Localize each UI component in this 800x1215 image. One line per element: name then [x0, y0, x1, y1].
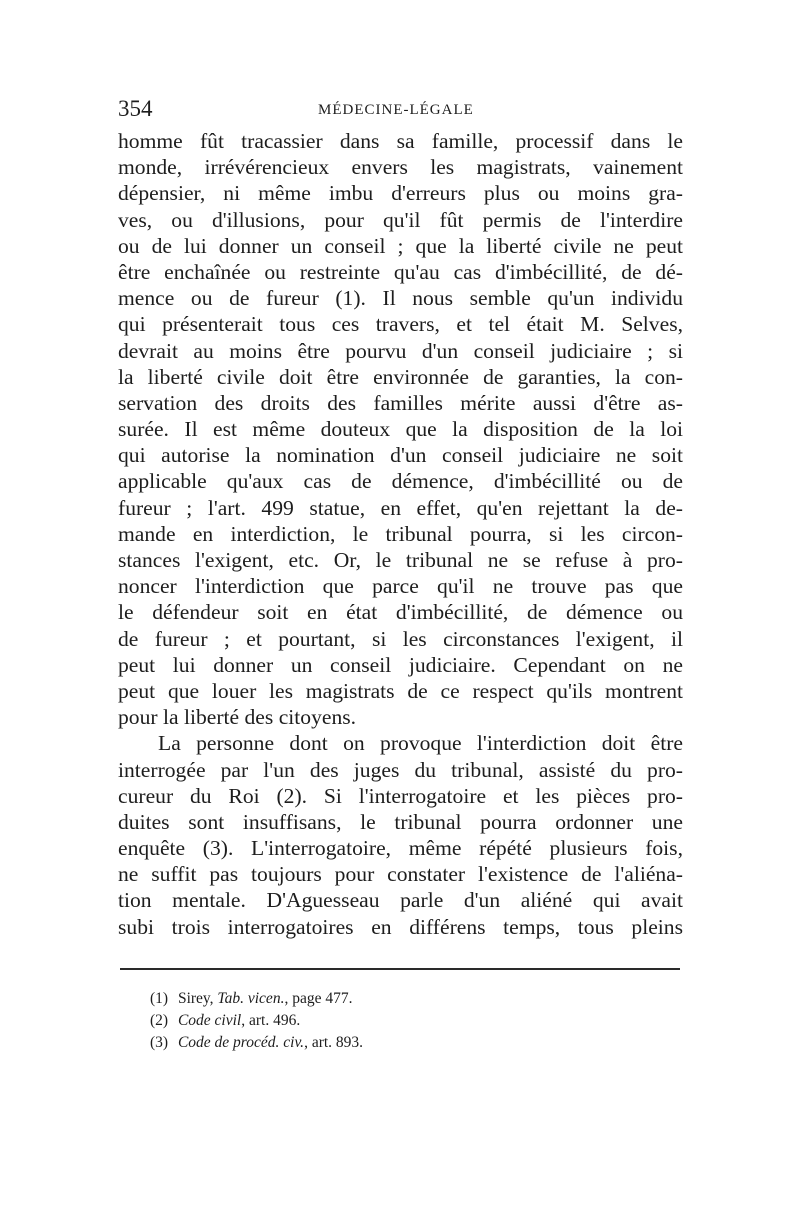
text-line: devrait au moins être pourvu d'un conseil judiciaire ; si	[118, 338, 683, 363]
text-line: subi trois interrogatoires en différens temps, tous pleins	[118, 914, 683, 939]
text-line: fureur ; l'art. 499 statue, en effet, qu'en rejettant la de-	[118, 495, 683, 520]
text-line: monde, irrévérencieux envers les magistrats, vainement	[118, 155, 683, 180]
footnote-work: Code de procéd. civ.	[177, 1034, 305, 1051]
text-line: mande en interdiction, le tribunal pourra, si les circon-	[118, 521, 683, 546]
text-line: dépensier, ni même imbu d'erreurs plus ou moins gra-	[118, 181, 683, 206]
text-line: servation des droits des familles mérite aussi d'être as-	[118, 390, 683, 415]
text-line: peut lui donner un conseil judiciaire. Cependant on ne	[118, 652, 683, 677]
text-line: noncer l'interdiction que parce qu'il ne trouve pas que	[118, 574, 683, 599]
page-number: 354	[118, 96, 153, 121]
footnote-work: Code civil	[177, 1012, 242, 1029]
footnote-ref: , page 477.	[284, 990, 353, 1007]
text-line: ves, ou d'illusions, pour qu'il fût permis de l'interdire	[118, 207, 683, 232]
footnote	[150, 1032, 670, 1054]
text-line: de fureur ; et pourtant, si les circonstances l'exigent, il	[118, 626, 683, 651]
text-line: qui autorise la nomination d'un conseil judiciaire ne soit	[118, 443, 683, 468]
footnote-work: Tab. vicen.	[217, 990, 285, 1007]
text-line: stances l'exigent, etc. Or, le tribunal ne se refuse à pro-	[118, 548, 683, 572]
footnote-ref: , art. 496.	[241, 1012, 301, 1029]
body-text	[118, 128, 683, 940]
text-line: la liberté civile doit être environnée de garanties, la con-	[118, 364, 683, 389]
footnote-marker: (3)	[150, 1034, 169, 1051]
text-line: homme fût tracassier dans sa famille, processif dans le	[118, 129, 683, 153]
text-line: peut que louer les magistrats de ce respect qu'ils montrent	[118, 678, 683, 703]
running-title: MÉDECINE-LÉGALE	[318, 102, 474, 118]
text-line: duites sont insuffisans, le tribunal pourra ordonner une	[118, 809, 683, 834]
text-line: interrogée par l'un des juges du tribunal, assisté du pro-	[118, 757, 683, 782]
footnote	[150, 1010, 670, 1032]
paragraph-start-line: La personne dont on provoque l'interdiction doit être	[158, 731, 683, 756]
footnote-marker: (2)	[150, 1012, 169, 1029]
text-line: tion mentale. D'Aguesseau parle d'un aliéné qui avait	[118, 888, 683, 913]
text-line: qui présenterait tous ces travers, et tel était M. Selves,	[118, 312, 683, 337]
text-line: applicable qu'aux cas de démence, d'imbécillité ou de	[118, 469, 683, 494]
footnote-marker: (1)	[150, 990, 169, 1007]
text-line: cureur du Roi (2). Si l'interrogatoire et les pièces pro-	[118, 783, 683, 808]
text-line: enquête (3). L'interrogatoire, même répété plusieurs fois,	[118, 836, 683, 861]
text-line: mence ou de fureur (1). Il nous semble qu'un individu	[118, 286, 683, 311]
text-line: surée. Il est même douteux que la disposition de la loi	[118, 417, 683, 442]
footnote-source: Sirey,	[177, 990, 214, 1007]
footnote-ref: , art. 893.	[304, 1034, 364, 1051]
footnotes	[150, 988, 670, 1054]
text-line: pour la liberté des citoyens.	[118, 705, 357, 730]
footnote	[150, 988, 670, 1010]
running-head	[118, 96, 680, 126]
footnote-separator	[120, 968, 680, 970]
text-line: le défendeur soit en état d'imbécillité, de démence ou	[118, 600, 683, 625]
text-line: ou de lui donner un conseil ; que la liberté civile ne peut	[118, 233, 683, 258]
text-line: être enchaînée ou restreinte qu'au cas d'imbécillité, de dé-	[118, 259, 683, 284]
text-line: ne suffit pas toujours pour constater l'existence de l'aliéna-	[118, 862, 683, 887]
